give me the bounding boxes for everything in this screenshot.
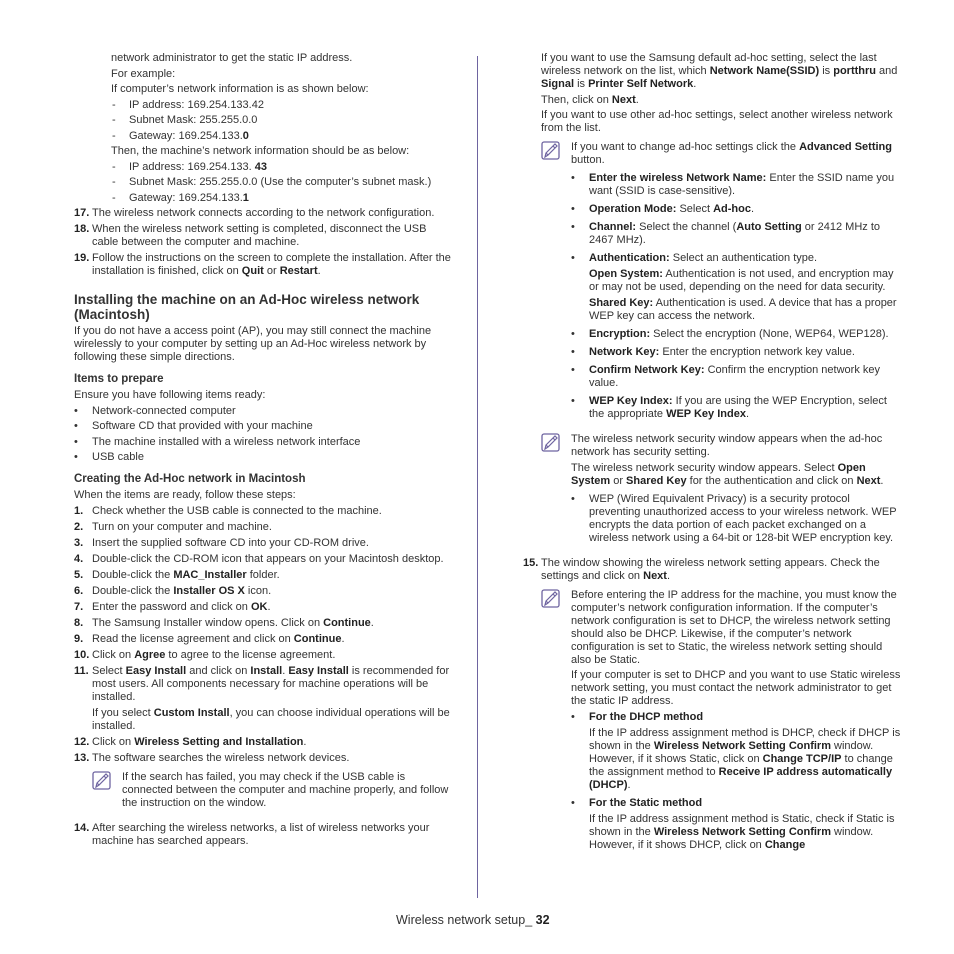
section-intro: If you do not have a access point (AP), you may still connect the machine wirelessly to your computer by setting up an Ad-Hoc wireless network by following these simple directions. [74, 325, 432, 363]
note-pencil-icon [92, 771, 112, 791]
intro-line: For example: [111, 67, 176, 80]
note-ip-config: Before entering the IP address for the machine, you must know the computer’s network configuration information. If the computer’s network configuration is set to DHCP, the wireless network setting should also be DHCP. Likewise, if the computer’s network configuration is set to Static, the wireless network setting should also be Static. If your computer is set to DHCP and you want to use Static wireless network setting, you must contact the network administrator to get the static IP address. • For the DHCP method If the IP address assignment method is DHCP, check if DHCP is shown in the Wireless Network Setting Confirm window. However, if it shows Static, click on Change TCP/IP to change the assignment method to Receive IP address automatically (DHCP). • For the Static method If the IP address assignment method is Static, check if Static is shown in the Wireless Network Setting Confirm window. However, if it shows DHCP, click on Change [523, 589, 903, 852]
setting-network-name: • Enter the wireless Network Name: Enter the SSID name you want (SSID is case-sensitive). [571, 172, 903, 198]
setting-confirm-key: • Confirm Network Key: Confirm the encryption network key value. [571, 364, 903, 390]
right-column [523, 52, 903, 864]
dhcp-method: • For the DHCP method If the IP address assignment method is DHCP, check if DHCP is shown in the Wireless Network Setting Confirm window. However, if it shows Static, click on Change TCP/IP to change the assignment method to Receive IP address automatically (DHCP). [571, 711, 903, 792]
machine-subnet: - Subnet Mask: 255.255.0.0 (Use the computer’s subnet mask.) [74, 176, 454, 189]
step-7: 7. Enter the password and click on OK. [74, 600, 271, 613]
setting-operation-mode: • Operation Mode: Select Ad-hoc. [571, 203, 903, 216]
step-8: 8. The Samsung Installer window opens. Click on Continue. [74, 616, 374, 629]
note-pencil-icon [541, 141, 561, 161]
list-item: • Software CD that provided with your machine [74, 420, 454, 433]
computer-ip: - IP address: 169.254.133.42 [74, 99, 454, 112]
static-method: • For the Static method If the IP address assignment method is Static, check if Static is shown in the Wireless Network Setting Confirm window. However, if it shows DHCP, click on Change [571, 797, 903, 852]
computer-subnet: - Subnet Mask: 255.255.0.0 [74, 114, 454, 127]
default-adhoc-paragraph: If you want to use the Samsung default ad-hoc setting, select the last wireless network on the list, which Network Name(SSID) is portthru and Signal is Printer Self Network. [541, 52, 898, 90]
step-15: 15. The window showing the wireless network setting appears. Check the settings and click on Next. [523, 556, 880, 582]
setting-wep-index: • WEP Key Index: If you are using the WEP Encryption, select the appropriate WEP Key Index. [571, 395, 903, 421]
step-18: 18. When the wireless network setting is completed, disconnect the USB cable between the computer and machine. [74, 223, 427, 248]
setting-channel: • Channel: Select the channel (Auto Setting or 2412 MHz to 2467 MHz). [571, 221, 903, 247]
intro-line: Then, the machine’s network information should be as below: [111, 145, 410, 157]
step-1: 1. Check whether the USB cable is connected to the machine. [74, 504, 382, 517]
note-security-window: The wireless network security window appears when the ad-hoc network has security setting. The wireless network security window appears. Select Open System or Shared Key for the authentication and click on Next. • WEP (Wired Equivalent Privacy) is a security protocol preventing unauthorized access to your wireless network. WEP encrypts the data portion of each packet exchanged on a wireless network using a 64-bit or 128-bit WEP encryption key. [523, 433, 903, 545]
items-heading: Items to prepare [74, 373, 164, 385]
intro-line: If computer’s network information is as shown below: [111, 83, 369, 95]
step-19: 19. Follow the instructions on the screen to complete the installation. After the installation is finished, click on Quit or Restart. [74, 252, 451, 277]
list-item: • USB cable [74, 451, 454, 464]
step-12: 12. Click on Wireless Setting and Installation. [74, 735, 307, 748]
auth-shared-key: Shared Key: Authentication is used. A device that has a proper WEP key can access the network. [589, 297, 897, 322]
items-intro: Ensure you have following items ready: [74, 389, 266, 401]
page-footer: Wireless network setup_ 32 [396, 913, 550, 927]
list-item: • Network-connected computer [74, 405, 454, 418]
creating-intro: When the items are ready, follow these steps: [74, 489, 296, 501]
note-advanced-setting: If you want to change ad-hoc settings click the Advanced Setting button. • Enter the wireless Network Name: Enter the SSID name you want (SSID is case-sensitive). • Operation Mode: Select Ad-hoc. • Channel: Select the channel (Auto Setting or 2412 MHz to 2467 MHz). • Authentication: Select an authentication type. Open System: Authentication is not used, and encryption may or may not be used, depending on the need for data security. Shared Key: Authentication is used. A device that has a proper WEP key can access the network. • Encryption: Select the encryption (None, WEP64, WEP128). • Network Key: Enter the encryption network key value. • Confirm Network Key: Confirm the encryption network key value. • WEP Key Index: If you are using the WEP Encryption, select the appropriate WEP Key Index. [523, 141, 903, 421]
column-divider [477, 56, 478, 898]
step-6: 6. Double-click the Installer OS X icon. [74, 584, 272, 597]
step-11: 11. Select Easy Install and click on Install. Easy Install is recommended for most users. All components necessary for machine operations will be installed. If you select Custom Install, you can choose individual operations will be installed. [74, 665, 454, 733]
step-2: 2. Turn on your computer and machine. [74, 520, 272, 533]
list-item: • The machine installed with a wireless network interface [74, 436, 454, 449]
step-11-custom: If you select Custom Install, you can choose individual operations will be installed. [92, 706, 450, 732]
setting-network-key: • Network Key: Enter the encryption network key value. [571, 346, 903, 359]
setting-authentication: • Authentication: Select an authentication type. Open System: Authentication is not used, and encryption may or may not be used, depending on the need for data security. Shared Key: Authentication is used. A device that has a proper WEP key can access the network. [571, 252, 903, 323]
then-next-paragraph: Then, click on Next. [541, 93, 639, 106]
step-14: 14. After searching the wireless networks, a list of wireless networks your machine has searched appears. [74, 821, 430, 847]
step-10: 10. Click on Agree to agree to the license agreement. [74, 648, 336, 661]
wep-explanation: • WEP (Wired Equivalent Privacy) is a security protocol preventing unauthorized access to your wireless network. WEP encrypts the data portion of each packet exchanged on a wireless network using a 64-bit or 128-bit WEP encryption key. [571, 493, 903, 545]
machine-gateway: - Gateway: 169.254.133.1 [74, 192, 454, 205]
other-adhoc-paragraph: If you want to use other ad-hoc settings, select another wireless network from the list. [541, 109, 893, 134]
step-13: 13. The software searches the wireless network devices. [74, 751, 350, 764]
note-search-failed: If the search has failed, you may check if the USB cable is connected between the computer and machine properly, and follow the instruction on the window. [74, 771, 454, 810]
note-pencil-icon [541, 433, 561, 453]
step-9: 9. Read the license agreement and click on Continue. [74, 632, 345, 645]
step-3: 3. Insert the supplied software CD into your CD-ROM drive. [74, 536, 369, 549]
auth-open-system: Open System: Authentication is not used, and encryption may or may not be used, depending on the need for data security. [589, 268, 894, 293]
computer-gateway: - Gateway: 169.254.133.0 [74, 130, 454, 143]
page-number: 32 [535, 913, 550, 927]
section-title: Installing the machine on an Ad-Hoc wireless network (Macintosh) [74, 292, 420, 322]
creating-heading: Creating the Ad-Hoc network in Macintosh [74, 473, 306, 485]
machine-ip: - IP address: 169.254.133. 43 [74, 161, 454, 174]
step-4: 4. Double-click the CD-ROM icon that appears on your Macintosh desktop. [74, 552, 444, 565]
step-5: 5. Double-click the MAC_Installer folder. [74, 568, 280, 581]
setting-encryption: • Encryption: Select the encryption (None, WEP64, WEP128). [571, 328, 903, 341]
intro-line: network administrator to get the static IP address. [111, 52, 353, 64]
step-17: 17. The wireless network connects according to the network configuration. [74, 207, 435, 219]
note-pencil-icon [541, 589, 561, 609]
left-column [74, 52, 454, 851]
intro-block [74, 52, 454, 96]
